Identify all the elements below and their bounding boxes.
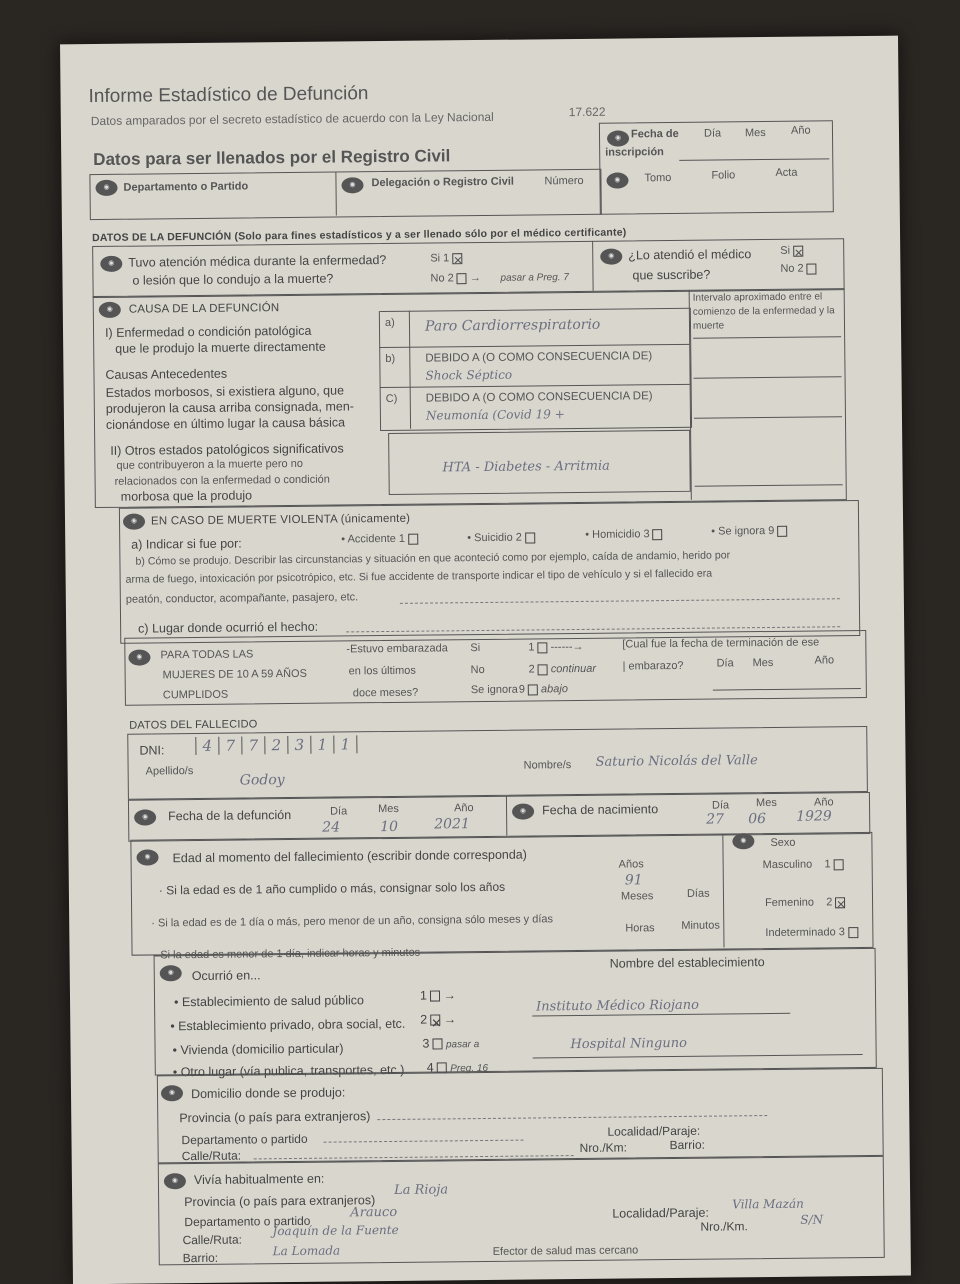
seal-icon: ◉ (134, 809, 156, 825)
ii-3: relacionados con la enfermedad o condición (114, 473, 330, 488)
horas-label: Horas (625, 922, 655, 935)
mujeres-opt-2: 2 continuar (528, 662, 597, 676)
numero-label: Número (544, 174, 584, 188)
seal-icon: ◉ (341, 177, 363, 193)
fallecido-title: DATOS DEL FALLECIDO (129, 718, 258, 732)
fecha-def-mes[interactable]: 10 (380, 818, 399, 836)
q-atencion-2: o lesión que lo condujo a la muerte? (132, 271, 334, 288)
fecha-defuncion-label: Fecha de la defunción (168, 808, 292, 824)
homicidio-checkbox[interactable] (653, 529, 663, 540)
mujeres-opt-1: 1 ------→ (528, 640, 584, 654)
medico-no: No 2 (780, 262, 816, 274)
causa-b-label: b) (385, 352, 396, 365)
embarazo-mes: Mes (752, 656, 774, 670)
mujeres-l1: PARA TODAS LAS (160, 648, 254, 662)
fecha-nac-mes[interactable]: 06 (748, 811, 767, 828)
seal-icon: ◉ (600, 249, 622, 265)
seal-icon: ◉ (136, 849, 158, 865)
vivia-calle: Calle/Ruta: (182, 1232, 242, 1248)
no-2-label: No 2 → (430, 271, 481, 285)
death-certificate-form (60, 36, 911, 1284)
meses-label: Meses (620, 890, 654, 903)
domicilio-calle: Calle/Ruta: (181, 1148, 242, 1164)
seal-icon: ◉ (606, 172, 628, 188)
mujeres-si: Si (470, 642, 481, 655)
vivia-departamento: Departamento o partido (184, 1213, 311, 1230)
indeterminado-checkbox[interactable] (848, 927, 858, 938)
mujeres-se-ignora: Se ignora (470, 683, 518, 697)
registry-title: Datos para ser llenados por el Registro Civil (93, 146, 451, 170)
causa-a-value[interactable]: Paro Cardiorrespiratorio (424, 316, 601, 335)
causas-antecedentes: Causas Antecedentes (105, 366, 228, 382)
vivia-barrio-value[interactable]: La Lomada (272, 1243, 341, 1259)
delegacion-label: Delegación o Registro Civil (371, 175, 514, 190)
embarazada-no-checkbox[interactable] (538, 664, 548, 675)
ocurrio-n1: 1 → (419, 988, 457, 1003)
fecha-embarazo-q2: | embarazo? (622, 659, 684, 673)
masculino-checkbox[interactable] (833, 859, 843, 870)
seal-icon: ◉ (123, 514, 145, 530)
dni-digit: 2 (265, 736, 288, 754)
femenino-option: Femenino 2 ✕ (764, 896, 846, 911)
violenta-a-label: a) Indicar si fue por: (131, 536, 242, 552)
dni-digit: 3 (288, 736, 311, 754)
vivia-title: Vivía habitualmente en: (193, 1171, 325, 1188)
mujeres-q3: doce meses? (352, 686, 419, 700)
def-dia-label: Día (330, 805, 348, 818)
causa-a-label: a) (384, 316, 395, 329)
estados-1: Estados morbosos, si existiera alguno, que (105, 383, 345, 400)
seal-icon: ◉ (95, 180, 117, 196)
acta-label: Acta (775, 166, 798, 179)
seal-icon: ◉ (607, 130, 629, 146)
domicilio-barrio: Barrio: (669, 1137, 705, 1153)
causa-title: CAUSA DE LA DEFUNCIÓN (128, 302, 280, 316)
mujeres-q1: -Estuvo embarazada (346, 642, 448, 656)
q-atencion-1: Tuvo atención médica durante la enfermedad? (128, 252, 387, 270)
se-ignora-checkbox[interactable] (777, 525, 787, 536)
dni-label: DNI: (139, 743, 165, 758)
ocurrio-n4: 4 Preg. 16 (426, 1060, 489, 1075)
registry-fields-box (89, 169, 601, 220)
mujeres-q2: en los últimos (348, 664, 416, 678)
mujeres-l2: MUJERES DE 10 A 59 AÑOS (162, 667, 307, 682)
domicilio-provincia: Provincia (o país para extranjeros) (179, 1109, 371, 1126)
medico-si-checkbox[interactable]: ✕ (793, 247, 804, 260)
establecimiento-value[interactable]: Instituto Médico Riojano (536, 997, 700, 1015)
edad-1: · Si la edad es de 1 año cumplido o más, consignar solo los años (158, 879, 506, 898)
violenta-b-1: b) Cómo se produjo. Describir las circunstancias y situación en que aconteció como por ejemplo, caída de andamio, herido por (135, 549, 731, 568)
dni-digits[interactable] (173, 735, 357, 755)
suicidio-checkbox[interactable] (525, 532, 535, 543)
medico-no-checkbox[interactable] (807, 263, 817, 274)
dia-label: Día (703, 127, 722, 140)
ii-1: II) Otros estados patológicos significativos (110, 441, 344, 458)
ocurrio-o2: • Establecimiento privado, obra social, etc. (170, 1016, 406, 1034)
vivia-calle-value[interactable]: Joaquín de la Fuente (272, 1222, 399, 1239)
vivia-nro-value[interactable]: S/N (800, 1212, 824, 1227)
fecha-nac-anio[interactable]: 1929 (796, 808, 832, 825)
debido-a-2: DEBIDO A (O COMO CONSECUENCIA DE) (425, 390, 653, 405)
medico-si: Si ✕ (780, 244, 804, 260)
dni-digit: 4 (196, 737, 219, 755)
anio-label: Año (790, 124, 811, 137)
violenta-c-label: c) Lugar donde ocurrió el hecho: (138, 619, 319, 636)
tomo-label: Tomo (644, 171, 672, 185)
seal-icon: ◉ (732, 833, 754, 849)
edad-anios-value[interactable]: 91 (624, 872, 643, 889)
dni-digit: 7 (242, 736, 265, 754)
violenta-b-2: arma de fuego, intoxicación por psicotrópico, etc. Si fue accidente de transporte indicar el tipo de vehículo y si el fallecido era (125, 567, 713, 586)
embarazo-anio: Año (814, 654, 835, 667)
homicidio-option: • Homicidio 3 (585, 528, 663, 541)
nombre-est-label: Nombre del establecimiento (609, 955, 765, 971)
causa-c-label: C) (385, 392, 398, 405)
causa-c-value[interactable]: Neumonía (Covid 19 + (425, 407, 565, 423)
estados-3: cionándose en último lugar la causa básica (105, 415, 346, 432)
domicilio-departamento: Departamento o partido (181, 1131, 308, 1148)
dni-digit: 1 (311, 736, 334, 754)
seal-icon: ◉ (161, 1085, 183, 1101)
seal-icon: ◉ (164, 1173, 186, 1189)
minutos-label: Minutos (681, 919, 720, 932)
departamento-label: Departamento o Partido (123, 180, 249, 194)
nombre-label: Nombre/s (523, 759, 572, 772)
ocurrio-n2: 2 ✕ → (420, 1012, 457, 1031)
fecha-def-dia[interactable]: 24 (322, 819, 341, 836)
seal-icon: ◉ (128, 649, 150, 665)
def-mes-label: Mes (377, 802, 399, 816)
ocurrio-o3: • Vivienda (domicilio particular) (172, 1041, 344, 1058)
ocurrio-title: Ocurrió en... (191, 968, 261, 984)
fecha-def-anio[interactable]: 2021 (434, 816, 470, 833)
embarazo-dia: Día (716, 657, 734, 670)
indeterminado-option: Indeterminado 3 (765, 926, 858, 939)
otros-estados-value[interactable]: HTA - Diabetes - Arritmia (442, 458, 610, 476)
domicilio-nro: Nro./Km: (579, 1140, 628, 1156)
nombre-value[interactable]: Saturio Nicolás del Valle (595, 753, 758, 770)
estados-2: produjeron la causa arriba consignada, men- (105, 399, 354, 416)
law-number: 17.622 (568, 104, 606, 120)
fecha-label: Fecha de (630, 127, 679, 141)
masculino-option: Masculino 1 (763, 858, 844, 871)
sexo-label: Sexo (770, 836, 796, 849)
privado-checkbox[interactable]: ✕ (431, 1016, 442, 1031)
establecimiento-value-2[interactable]: Hospital Ninguno (570, 1035, 687, 1053)
mes-label: Mes (744, 127, 766, 140)
vivia-localidad-value[interactable]: Villa Mazán (732, 1196, 804, 1212)
mujeres-no: No (470, 663, 485, 677)
apellido-label: Apellido/s (145, 765, 194, 778)
defuncion-section-title: DATOS DE LA DEFUNCIÓN (Solo para fines estadísticos y a ser llenado sólo por el médico certificante) (91, 226, 627, 245)
nac-anio-label: Año (813, 796, 834, 809)
vivia-barrio: Barrio: (182, 1250, 219, 1266)
accidente-checkbox[interactable] (408, 533, 418, 544)
suicidio-option: • Suicidio 2 (467, 531, 535, 544)
dni-digit (173, 737, 196, 755)
embarazada-si-checkbox[interactable] (537, 642, 547, 653)
debido-a-1: DEBIDO A (O COMO CONSECUENCIA DE) (425, 350, 653, 365)
si-checkbox[interactable]: ✕ (453, 254, 463, 267)
vivia-provincia-value[interactable]: La Rioja (393, 1182, 449, 1198)
publico-checkbox[interactable] (430, 991, 440, 1002)
seal-icon: ◉ (100, 256, 122, 272)
mujeres-l3: CUMPLIDOS (162, 688, 229, 702)
violenta-b-3: peatón, conductor, acompañante, pasajero, etc. (125, 591, 359, 606)
vivia-localidad: Localidad/Paraje: (612, 1205, 709, 1221)
nac-mes-label: Mes (755, 796, 777, 810)
inscripcion-label: inscripción (605, 146, 664, 159)
anios-label: Años (618, 858, 644, 871)
seal-icon: ◉ (512, 803, 534, 819)
nac-dia-label: Día (711, 799, 730, 812)
form-title: Informe Estadístico de Defunción (88, 83, 369, 108)
ocurrio-n3: 3 pasar a (422, 1036, 480, 1051)
fecha-embarazo-q1: [Cual fue la fecha de terminación de ese (622, 636, 820, 651)
femenino-checkbox[interactable]: ✕ (836, 898, 846, 911)
no-checkbox[interactable] (457, 273, 467, 284)
violenta-title: EN CASO DE MUERTE VIOLENTA (únicamente) (150, 512, 411, 528)
q-medico-2: que suscribe? (632, 267, 711, 283)
vivia-departamento-value[interactable]: Arauco (350, 1204, 398, 1221)
accidente-option: • Accidente 1 (341, 533, 418, 546)
edad-2: · Si la edad es de 1 día o más, pero menor de un año, consigna sólo meses y días (151, 913, 554, 930)
ocurrio-o1: • Establecimiento de salud público (173, 993, 365, 1010)
apellido-value[interactable]: Godoy (239, 772, 285, 789)
i-enfermedad-1: I) Enfermedad o condición patológica (104, 323, 312, 340)
i-enfermedad-2: que le produjo la muerte directamente (115, 339, 326, 356)
intervalo-label: Intervalo aproximado entre el comienzo de la enfermedad y la muerte (692, 291, 835, 332)
seal-icon: ◉ (160, 965, 182, 981)
edad-3: · Si la edad es menor de 1 día, indicar horas y minutos (153, 946, 421, 962)
domicilio-title: Domicilio donde se produjo: (190, 1085, 346, 1102)
se-ignora-option: • Se ignora 9 (711, 525, 787, 538)
si-1-label: Si 1 ✕ (430, 252, 463, 267)
domicilio-localidad: Localidad/Paraje: (607, 1123, 701, 1139)
fecha-nac-label: Fecha de nacimiento (541, 802, 659, 818)
mujeres-opt-9: 9 abajo (518, 683, 568, 696)
def-anio-label: Año (453, 802, 474, 815)
dias-label: Días (686, 887, 710, 900)
vivia-provincia: Provincia (o país para extranjeros) (184, 1193, 376, 1210)
q-medico-1: ¿Lo atendió el médico (628, 247, 752, 263)
edad-title: Edad al momento del fallecimiento (escribir donde corresponda) (172, 847, 527, 866)
vivia-efector: Efector de salud mas cercano (492, 1244, 639, 1258)
ii-4: morbosa que la produjo (120, 488, 253, 504)
pasar-preg7: pasar a Preg. 7 (500, 272, 569, 284)
causa-b-value[interactable]: Shock Séptico (425, 367, 513, 383)
vivia-nro: Nro./Km. (700, 1219, 748, 1234)
dni-digit: 1 (334, 735, 357, 753)
form-subtitle: Datos amparados por el secreto estadístico de acuerdo con la Ley Nacional (90, 109, 494, 129)
seal-icon: ◉ (99, 302, 121, 318)
embarazada-ignora-checkbox[interactable] (528, 684, 538, 695)
dni-digit: 7 (219, 737, 242, 755)
folio-label: Folio (711, 169, 736, 182)
ocurrio-o4: • Otro lugar (vía publica, transportes, etc.) (172, 1062, 405, 1080)
vivienda-checkbox[interactable] (432, 1039, 442, 1050)
ii-2: que contribuyeron a la muerte pero no (116, 457, 304, 472)
fecha-nac-dia[interactable]: 27 (706, 811, 725, 828)
